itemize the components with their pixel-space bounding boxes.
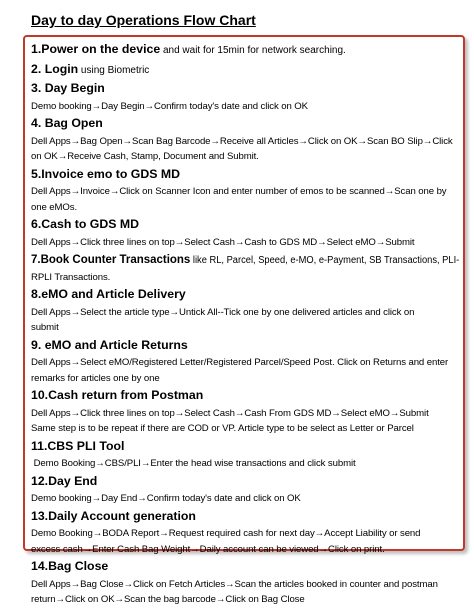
- step-description-line: one eMOs.: [31, 201, 78, 213]
- step-note: and wait for 15min for network searching.: [160, 45, 346, 56]
- step-number: 8.: [31, 287, 42, 301]
- step-number: 13.: [31, 508, 49, 523]
- step-heading: [31, 336, 463, 356]
- step-item: [31, 79, 463, 114]
- step-note: using Biometric: [78, 64, 150, 76]
- step-heading: [31, 386, 463, 406]
- step-title: eMO and Article Delivery: [41, 287, 186, 301]
- step-title: Power on the device: [41, 42, 161, 56]
- step-description-line: Demo Booking→CBS/PLI→Enter the head wise transactions and click submit: [31, 458, 356, 469]
- step-number: 9.: [31, 337, 45, 352]
- step-heading: [31, 472, 463, 492]
- step-number: 5.: [31, 166, 42, 181]
- step-item: [31, 215, 463, 250]
- step-heading: [31, 285, 463, 305]
- step-number: 10.: [31, 388, 49, 402]
- step-description-line: submit: [31, 322, 59, 333]
- step-title: Daily Account generation: [48, 508, 196, 523]
- step-item: [31, 250, 463, 285]
- step-number: 4.: [31, 116, 45, 130]
- step-number: 14.: [31, 559, 49, 573]
- step-item: [31, 507, 463, 558]
- step-item: [31, 386, 463, 437]
- step-note: like RL, Parcel, Speed, e-MO, e-Payment, SB Transactions, PLI-: [190, 255, 460, 266]
- step-description-line: remarks for articles one by one: [31, 372, 160, 384]
- step-number: 11.: [31, 438, 48, 453]
- step-description-line: Same step is to be repeat if there are COD or VP. Article type to be select as Letter or Parcel: [31, 423, 414, 434]
- step-item: [31, 114, 463, 165]
- step-description-line: Dell Apps→Select the article type→Untick All--Tick one by one delivered articles and click on: [31, 306, 415, 318]
- step-heading: [31, 79, 463, 99]
- step-description-line: excess cash→Enter Cash Bag Weight→Daily account can be viewed→Click on print.: [31, 543, 385, 555]
- step-description-line: RPLI Transactions.: [31, 271, 111, 283]
- step-item: [31, 437, 463, 472]
- step-heading: [31, 215, 463, 235]
- step-item: [31, 40, 463, 60]
- step-heading: [31, 60, 463, 80]
- step-title: Book Counter Transactions: [40, 252, 191, 266]
- steps-list: [31, 40, 463, 608]
- step-title: Invoice emo to GDS MD: [41, 166, 180, 181]
- step-item: [31, 472, 463, 507]
- step-heading: [31, 165, 463, 185]
- step-heading: [31, 250, 460, 270]
- step-description-line: Dell Apps→Click three lines on top→Select Cash→Cash From GDS MD→Select eMO→Submit: [31, 407, 429, 419]
- step-description-line: Dell Apps→Select eMO/Registered Letter/Registered Parcel/Speed Post. Click on Returns and enter: [31, 357, 449, 368]
- step-description-line: Dell Apps→Bag Open→Scan Bag Barcode→Receive all Articles→Click on OK→Scan BO Slip→Click: [31, 135, 453, 147]
- step-number: 1.: [31, 42, 42, 56]
- step-title: Bag Open: [44, 116, 103, 130]
- step-item: [31, 60, 463, 80]
- step-heading: [31, 114, 463, 134]
- step-number: 3.: [31, 81, 45, 95]
- page-title: Day to day Operations Flow Chart: [31, 12, 256, 28]
- step-description-line: Dell Apps→Bag Close→Click on Fetch Articles→Scan the articles booked in counter and postman: [31, 578, 438, 590]
- step-title: Login: [44, 61, 79, 76]
- step-item: [31, 165, 463, 216]
- step-description-line: Demo Booking→BODA Report→Request required cash for next day→Accept Liability or send: [31, 528, 421, 539]
- step-item: [31, 336, 463, 387]
- step-title: Day End: [48, 473, 98, 488]
- step-title: eMO and Article Returns: [44, 337, 188, 352]
- step-number: 6.: [31, 217, 42, 231]
- step-number: 2.: [31, 61, 45, 76]
- step-heading: [31, 437, 463, 457]
- step-title: Cash to GDS MD: [41, 217, 139, 231]
- step-title: Day Begin: [44, 81, 105, 95]
- step-description-line: on OK→Receive Cash, Stamp, Document and Submit.: [31, 151, 259, 162]
- step-heading: [31, 40, 463, 60]
- step-description-line: Demo booking→Day Begin→Confirm today's date and click on OK: [31, 100, 308, 112]
- step-number: 7.: [31, 252, 41, 266]
- step-title: CBS PLI Tool: [47, 438, 125, 453]
- step-description-line: return→Click on OK→Scan the bag barcode→Click on Bag Close: [31, 594, 305, 605]
- step-description-line: Dell Apps→Invoice→Click on Scanner Icon and enter number of emos to be scanned→Scan one by: [31, 186, 447, 197]
- step-description-line: Dell Apps→Click three lines on top→Select Cash→Cash to GDS MD→Select eMO→Submit: [31, 236, 415, 248]
- step-item: [31, 285, 463, 336]
- step-title: Cash return from Postman: [48, 388, 204, 402]
- step-number: 12.: [31, 473, 49, 488]
- step-description-line: Demo booking→Day End→Confirm today's date and click on OK: [31, 493, 301, 504]
- step-item: [31, 557, 463, 608]
- step-heading: [31, 507, 463, 527]
- step-title: Bag Close: [48, 559, 109, 573]
